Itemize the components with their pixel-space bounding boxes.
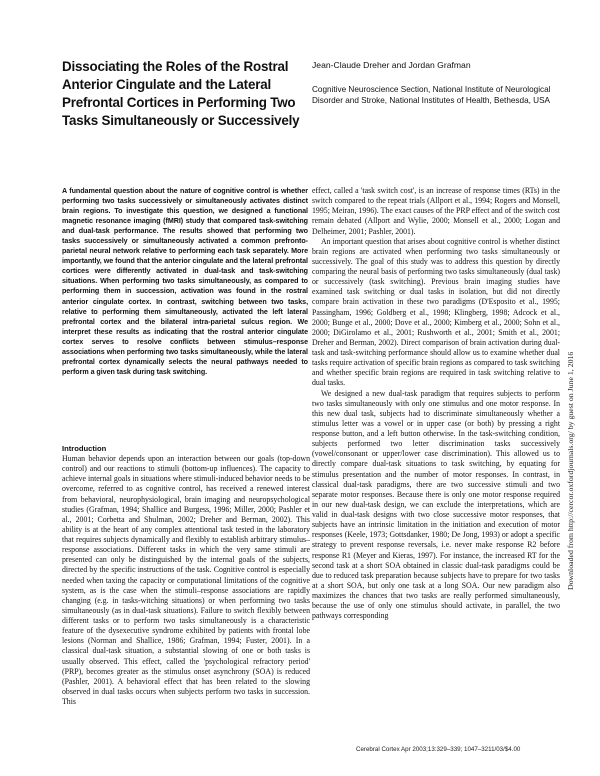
body-paragraph-1: effect, called a 'task switch cost', is an increase of response times (RTs) in the switch compared to the repeat trials (Allport et al., 1994; Rogers and Monsell, 1995; Meiran, 1996). The exact causes of the PRP effect and of the switch cost remain debated (Allport and Wylie, 2000; Monsell et al., 2000; Logan and Delheimer, 2001; Pashler, 2001). bbox=[312, 186, 560, 236]
left-column-body bbox=[62, 454, 310, 707]
right-column-body bbox=[312, 186, 560, 621]
section-heading-introduction: Introduction bbox=[62, 444, 107, 453]
affiliation: Cognitive Neuroscience Section, National Institute of Neurological Disorder and Stroke, National Institutes of Health, Bethesda, USA bbox=[312, 85, 551, 106]
paper-title: Dissociating the Roles of the Rostral Anterior Cingulate and the Lateral Prefrontal Cortices in Performing Two Tasks Simultaneously or Successively bbox=[62, 59, 300, 128]
body-paragraph-2: An important question that arises about cognitive control is whether distinct brain regions are activated when performing two tasks simultaneously or successively. The goal of this study was to address this question by directly comparing the neural basis of performing two tasks simultaneously (dual task) or successively (task switching). Previous brain imaging studies have examined task switching or dual tasks in isolation, but did not directly compare brain activation in these two paradigms (D'Esposito et al., 1995; Passingham, 1996; Goldberg et al., 1998; Klingberg, 1998; Adcock et al., 2000; Bunge et al., 2000; Dove et al., 2000; Kimberg et al., 2000; Sohn et al., 2000; DiGirolamo et al., 2001; Rushworth et al., 2001; Smith et al., 2001; Dreher and Berman, 2002). Direct comparison of brain activation during dual-task and task-switching performance should allow us to examine whether dual tasks require activation of specific brain regions as compared to task switching and whether specific brain regions are required in task switching relative to dual tasks. bbox=[312, 236, 560, 388]
download-watermark: Downloaded from http://cercor.oxfordjournals.org/ by guest on June 1, 2016 bbox=[566, 351, 575, 590]
journal-footer: Cerebral Cortex Apr 2003;13:329–339; 1047–3211/03/$4.00 bbox=[356, 746, 521, 753]
abstract: A fundamental question about the nature of cognitive control is whether performing two tasks successively or simultaneously activates distinct brain regions. To investigate this question, we designed a functional magnetic resonance imaging (fMRI) study that compared task-switching and dual-task performance. The results showed that performing two tasks successively or simultaneously activated a common prefronto-parietal neural network relative to performing each task separately. More importantly, we found that the anterior cingulate and the lateral prefrontal cortices were differently activated in dual-task and task-switching situations. When performing two tasks simultaneously, as compared to performing them in succession, activation was found in the rostral anterior cingulate cortex. In contrast, switching between two tasks, relative to performing them simultaneously, activated the left lateral prefrontal cortex and the bilateral intra-parietal sulcus region. We interpret these results as indicating that the rostral anterior cingulate cortex serves to resolve conflicts between stimulus–response associations when performing two tasks simultaneously, while the lateral prefrontal cortex dynamically selects the neural pathways needed to perform a given task during task switching. bbox=[62, 187, 308, 376]
authors: Jean-Claude Dreher and Jordan Grafman bbox=[312, 60, 471, 70]
intro-paragraph-1: Human behavior depends upon an interaction between our goals (top-down control) and our reactions to stimuli (bottom-up influences). The capacity to achieve internal goals in situations where stimuli-induced behavior needs to be overcome, referred to as cognitive control, has received a renewed interest from behavioral, neurophysiological, brain imaging and neuropsychological studies (Grafman, 1994; Shallice and Burgess, 1996; Miller, 2000; Pashler et al., 2001; Corbetta and Shulman, 2002; Dreher and Berman, 2002). This ability is at the heart of any complex attentional task tested in the laboratory that requires subjects dynamically and flexibly to establish arbitrary stimulus–response associations. Different tasks in which the very same stimuli are presented can only be distinguished by the internal goals of the subjects, directed by the specific instructions of the task. Cognitive control is especially needed when taxing the capacity or computational limitations of the cognitive system, as is the case when the stimuli–response associations are rapidly changing (e.g. in tasks-witching situations) or when performing two tasks simultaneously (as in dual-task situations). Failure to switch flexibly between different tasks or to perform two tasks simultaneously is a characteristic feature of the dysexecutive syndrome exhibited by patients with frontal lobe lesions (Norman and Shallice, 1986; Grafman, 1994; Fuster, 2001). In a classical dual-task situation, a substantial slowing of one or both tasks is usually observed. This effect, called the 'psychological refractory period' (PRP), becomes greater as the stimulus onset asynchrony (SOA) is reduced (Pashler, 2001). A behavioral effect that has been related to the slowing observed in dual tasks occurs when subjects perform two tasks in succession. This bbox=[62, 454, 310, 706]
body-paragraph-3: We designed a new dual-task paradigm that requires subjects to perform two tasks simultaneously with only one stimulus and one motor response. In this new dual task, subjects had to discriminate simultaneously whether a stimulus letter was a vowel or in upper case (or both) by pressing a right response button, and a left button otherwise. In the task-switching condition, subjects performed two letter discrimination tasks successively (vowel/consonant or upper/lower case discrimination). This allowed us to directly compare dual-task situations to task switching, by equating for stimulus presentation and the number of motor responses. In contrast, in classical dual-task paradigms, there are two successive stimuli and two separate motor responses. Because there is only one motor response required in our new dual-task design, we can exclude the interpretations, which are valid in dual-task designs with two close successive motor responses, that subjects have an intrinsic limitation in the initiation and execution of motor responses (Keele, 1973; Gottsdanker, 1980; De Jong, 1993) or adopt a specific strategy to prevent response reversals, i.e. never make response R2 before response R1 (Meyer and Kieras, 1997). For instance, the increased RT for the second task at a short SOA obtained in classic dual-task paradigms could be due to reduced task preparation because subjects have to prepare for two tasks at a short SOA, but only one task at a long SOA. Our new paradigm also maximizes the chances that two tasks are really performed simultaneously, because the use of only one stimulus should activate, in parallel, the two pathways corresponding bbox=[312, 388, 560, 621]
